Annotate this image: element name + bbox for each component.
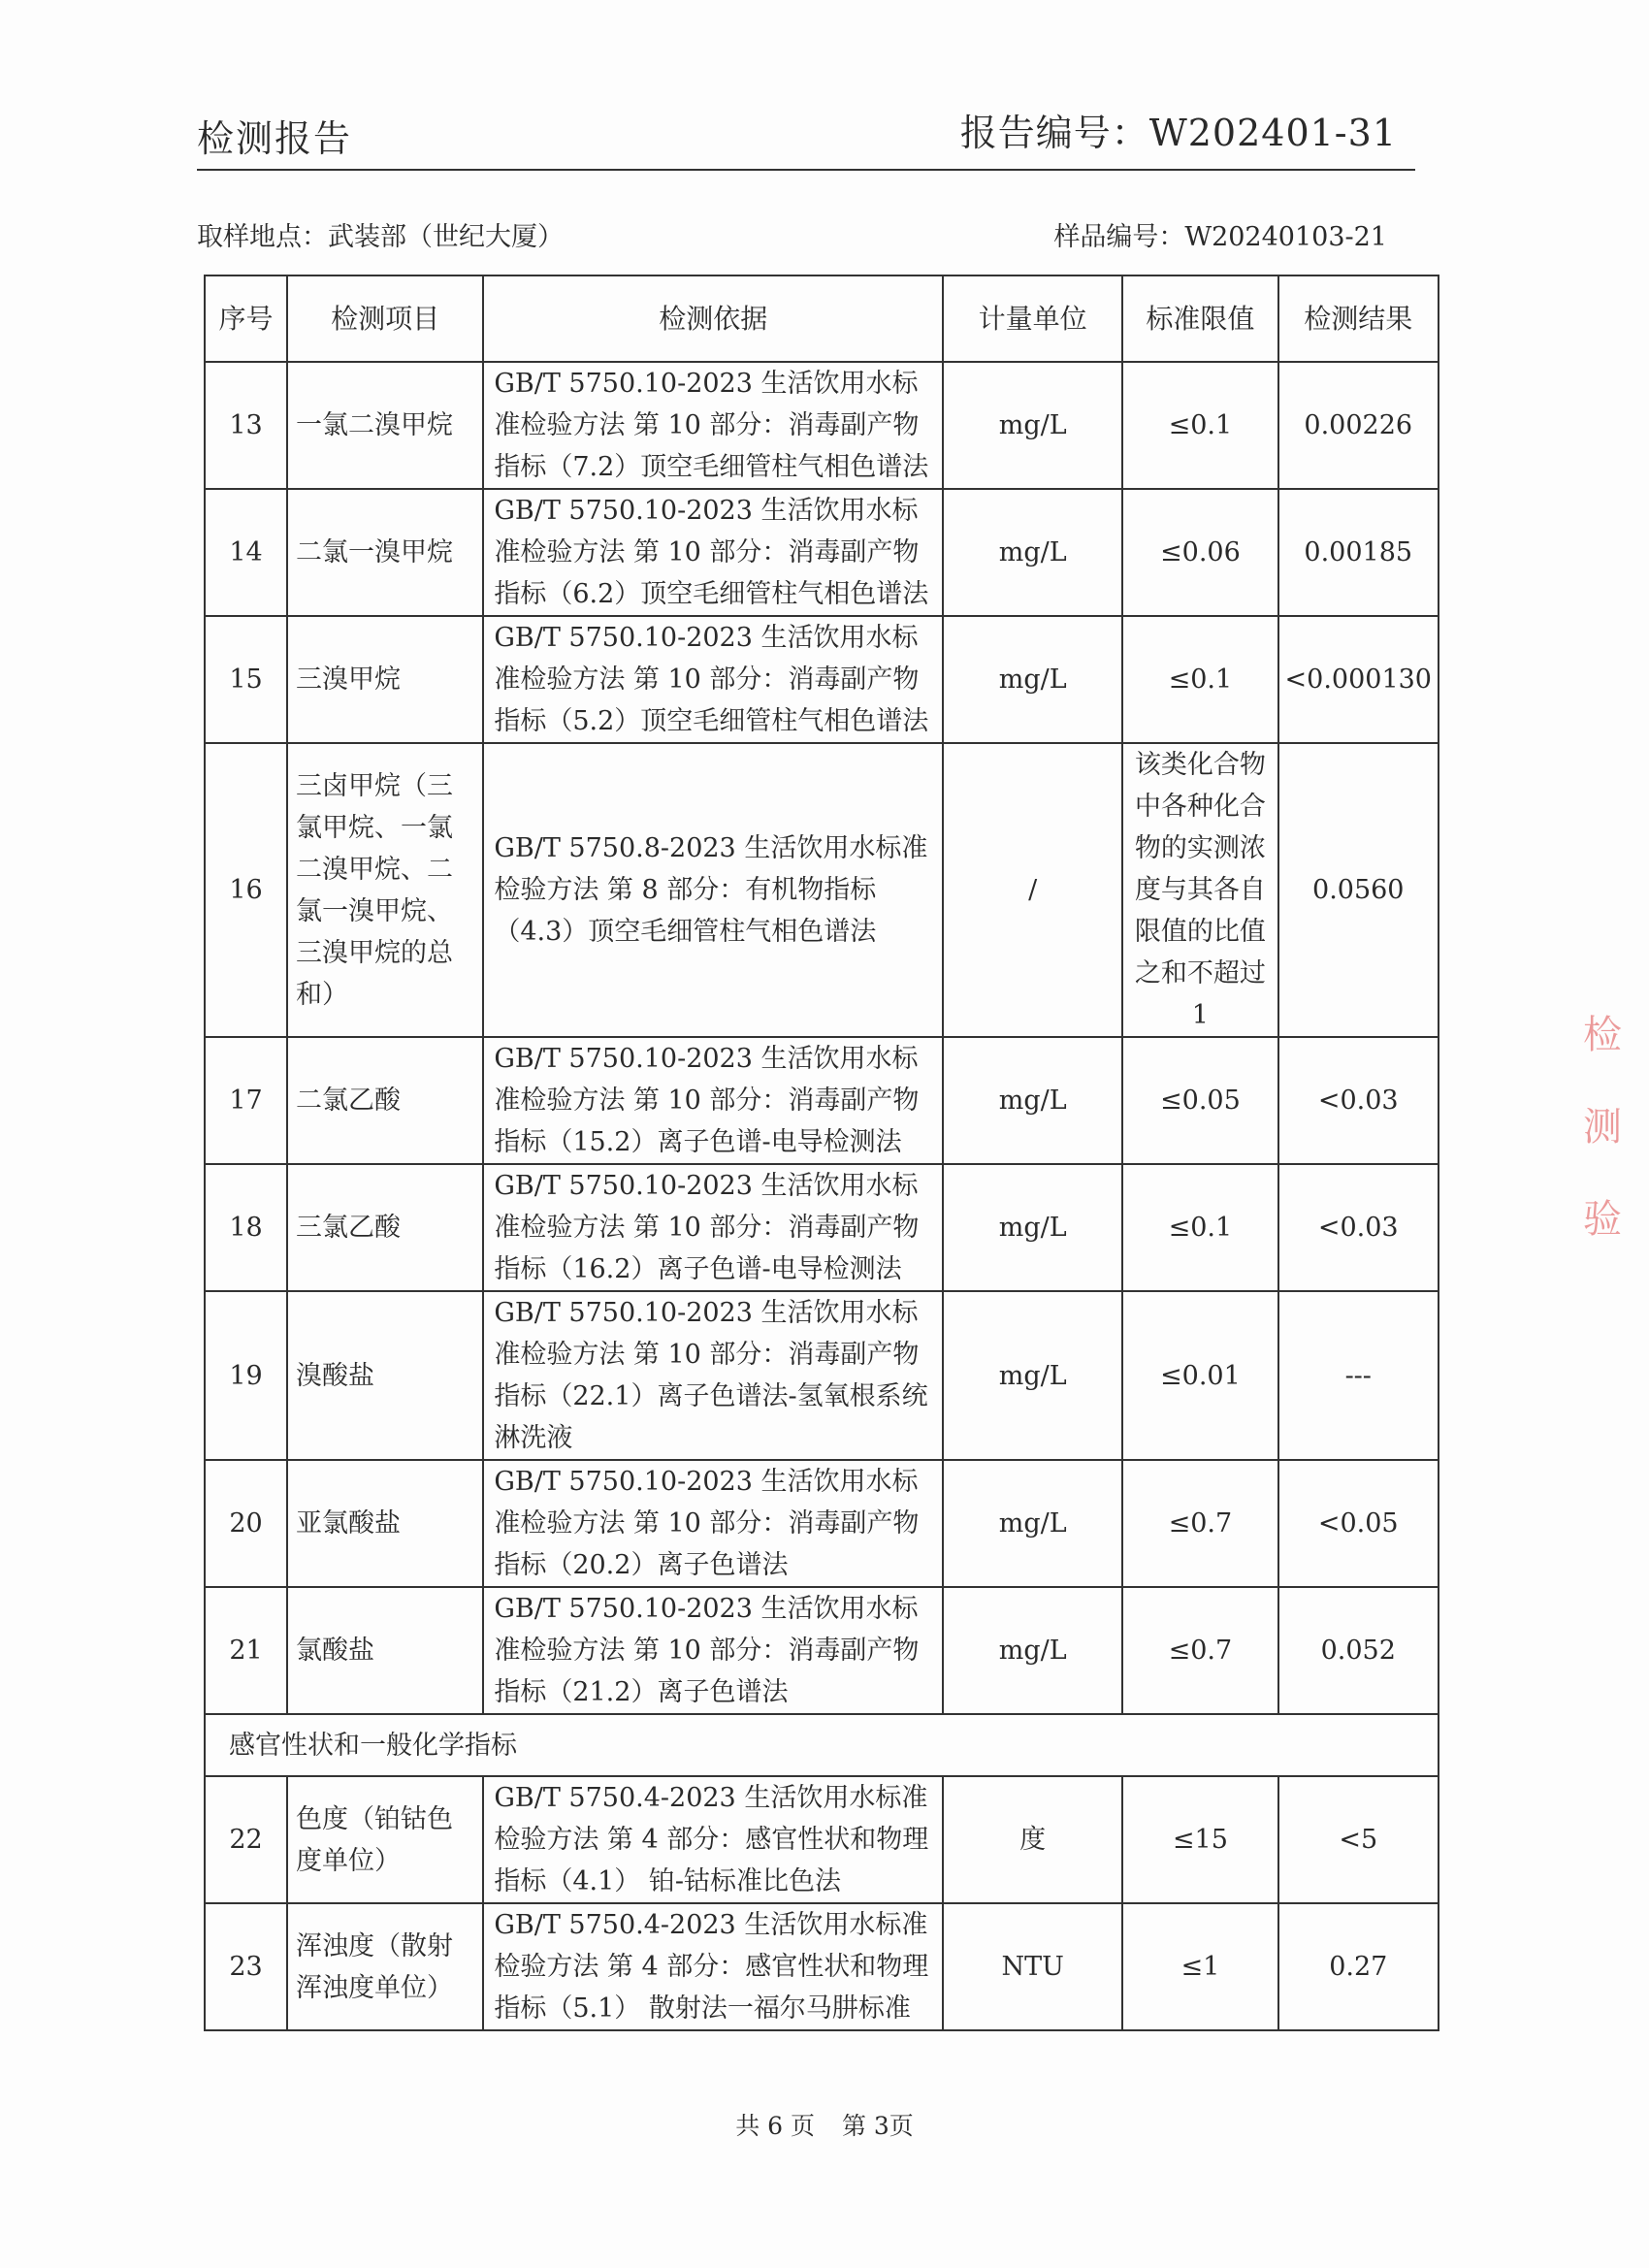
- cell-item: 氯酸盐: [287, 1587, 483, 1714]
- section-row: [205, 1714, 1439, 1776]
- table-row: [205, 1587, 1439, 1714]
- page-current: 第 3页: [841, 2112, 914, 2140]
- cell-result: 0.27: [1278, 1903, 1439, 2030]
- cell-unit: mg/L: [943, 1291, 1122, 1460]
- cell-result: 0.00226: [1278, 362, 1439, 489]
- cell-limit: ≤0.1: [1122, 1164, 1277, 1291]
- sampling-site: 取样地点：武装部（世纪大厦）: [197, 222, 564, 252]
- cell-result: 0.0560: [1278, 743, 1439, 1037]
- cell-basis: GB/T 5750.8-2023 生活饮用水标准检验方法 第 8 部分：有机物指标（4.3）顶空毛细管柱气相色谱法: [483, 743, 943, 1037]
- cell-item: 二氯乙酸: [287, 1037, 483, 1164]
- cell-result: <0.05: [1278, 1460, 1439, 1587]
- cell-result: 0.00185: [1278, 489, 1439, 616]
- cell-no: 21: [205, 1587, 287, 1714]
- table-row: [205, 1291, 1439, 1460]
- cell-basis: GB/T 5750.4-2023 生活饮用水标准检验方法 第 4 部分：感官性状和物理指标（5.1） 散射法一福尔马肼标准: [483, 1903, 943, 2030]
- cell-basis: GB/T 5750.10-2023 生活饮用水标准检验方法 第 10 部分：消毒副产物指标（6.2）顶空毛细管柱气相色谱法: [483, 489, 943, 616]
- col-header-limit: 标准限值: [1122, 275, 1277, 362]
- cell-no: 14: [205, 489, 287, 616]
- cell-no: 22: [205, 1776, 287, 1903]
- cell-result: <0.000130: [1278, 616, 1439, 743]
- cell-no: 16: [205, 743, 287, 1037]
- table-row: [205, 489, 1439, 616]
- table-body-2: [205, 1776, 1439, 2030]
- col-header-item: 检测项目: [287, 275, 483, 362]
- cell-item: 色度（铂钴色度单位）: [287, 1776, 483, 1903]
- cell-item: 浑浊度（散射浑浊度单位）: [287, 1903, 483, 2030]
- table-body: [205, 362, 1439, 1714]
- header-rule: [197, 169, 1415, 171]
- cell-basis: GB/T 5750.10-2023 生活饮用水标准检验方法 第 10 部分：消毒副产物指标（20.2）离子色谱法: [483, 1460, 943, 1587]
- cell-limit: ≤1: [1122, 1903, 1277, 2030]
- table-row: [205, 1164, 1439, 1291]
- cell-item: 一氯二溴甲烷: [287, 362, 483, 489]
- cell-no: 19: [205, 1291, 287, 1460]
- cell-limit: ≤15: [1122, 1776, 1277, 1903]
- cell-item: 三氯乙酸: [287, 1164, 483, 1291]
- cell-unit: mg/L: [943, 1460, 1122, 1587]
- results-table: [204, 275, 1439, 2031]
- table-header-row: [205, 275, 1439, 362]
- cell-basis: GB/T 5750.10-2023 生活饮用水标准检验方法 第 10 部分：消毒副产物指标（21.2）离子色谱法: [483, 1587, 943, 1714]
- cell-unit: mg/L: [943, 616, 1122, 743]
- cell-basis: GB/T 5750.10-2023 生活饮用水标准检验方法 第 10 部分：消毒副产物指标（15.2）离子色谱-电导检测法: [483, 1037, 943, 1164]
- table-row: [205, 616, 1439, 743]
- cell-basis: GB/T 5750.10-2023 生活饮用水标准检验方法 第 10 部分：消毒副产物指标（5.2）顶空毛细管柱气相色谱法: [483, 616, 943, 743]
- cell-basis: GB/T 5750.10-2023 生活饮用水标准检验方法 第 10 部分：消毒副产物指标（22.1）离子色谱法-氢氧根系统淋洗液: [483, 1291, 943, 1460]
- col-header-unit: 计量单位: [943, 275, 1122, 362]
- cell-unit: mg/L: [943, 1037, 1122, 1164]
- cell-no: 23: [205, 1903, 287, 2030]
- col-header-no: 序号: [205, 275, 287, 362]
- page-footer: [0, 2107, 1649, 2142]
- cell-item: 三溴甲烷: [287, 616, 483, 743]
- cell-unit: 度: [943, 1776, 1122, 1903]
- cell-basis: GB/T 5750.10-2023 生活饮用水标准检验方法 第 10 部分：消毒副产物指标（16.2）离子色谱-电导检测法: [483, 1164, 943, 1291]
- cell-basis: GB/T 5750.4-2023 生活饮用水标准检验方法 第 4 部分：感官性状和物理指标（4.1） 铂-钴标准比色法: [483, 1776, 943, 1903]
- cell-item: 三卤甲烷（三氯甲烷、一氯二溴甲烷、二氯一溴甲烷、三溴甲烷的总和）: [287, 743, 483, 1037]
- cell-no: 17: [205, 1037, 287, 1164]
- table-row: [205, 362, 1439, 489]
- cell-limit: ≤0.1: [1122, 362, 1277, 489]
- cell-no: 13: [205, 362, 287, 489]
- cell-item: 亚氯酸盐: [287, 1460, 483, 1587]
- cell-no: 15: [205, 616, 287, 743]
- cell-limit: ≤0.06: [1122, 489, 1277, 616]
- cell-limit: ≤0.01: [1122, 1291, 1277, 1460]
- cell-unit: mg/L: [943, 489, 1122, 616]
- table-row: [205, 743, 1439, 1037]
- cell-result: <5: [1278, 1776, 1439, 1903]
- cell-limit: ≤0.1: [1122, 616, 1277, 743]
- cell-limit: ≤0.7: [1122, 1587, 1277, 1714]
- cell-result: ---: [1278, 1291, 1439, 1460]
- table-row: [205, 1460, 1439, 1587]
- table-row: [205, 1903, 1439, 2030]
- cell-item: 溴酸盐: [287, 1291, 483, 1460]
- cell-basis: GB/T 5750.10-2023 生活饮用水标准检验方法 第 10 部分：消毒副产物指标（7.2）顶空毛细管柱气相色谱法: [483, 362, 943, 489]
- col-header-basis: 检测依据: [483, 275, 943, 362]
- col-header-result: 检测结果: [1278, 275, 1439, 362]
- cell-limit: ≤0.7: [1122, 1460, 1277, 1587]
- cell-unit: /: [943, 743, 1122, 1037]
- cell-limit: ≤0.05: [1122, 1037, 1277, 1164]
- cell-no: 18: [205, 1164, 287, 1291]
- cell-limit: 该类化合物中各种化合物的实测浓度与其各自限值的比值之和不超过1: [1122, 743, 1277, 1037]
- table-row: [205, 1037, 1439, 1164]
- table-row: [205, 1776, 1439, 1903]
- cell-unit: NTU: [943, 1903, 1122, 2030]
- cell-unit: mg/L: [943, 1587, 1122, 1714]
- cell-unit: mg/L: [943, 362, 1122, 489]
- report-number: 报告编号：W202401-31: [959, 112, 1397, 154]
- section-label: 感官性状和一般化学指标: [205, 1714, 1439, 1776]
- cell-unit: mg/L: [943, 1164, 1122, 1291]
- page-total: 共 6 页: [735, 2112, 815, 2140]
- cell-result: <0.03: [1278, 1164, 1439, 1291]
- report-title: 检测报告: [197, 117, 353, 160]
- cell-result: 0.052: [1278, 1587, 1439, 1714]
- sample-number: 样品编号：W20240103-21: [1053, 222, 1387, 252]
- cell-item: 二氯一溴甲烷: [287, 489, 483, 616]
- cell-result: <0.03: [1278, 1037, 1439, 1164]
- red-stamp: 检 测 验: [1583, 1013, 1622, 1242]
- cell-no: 20: [205, 1460, 287, 1587]
